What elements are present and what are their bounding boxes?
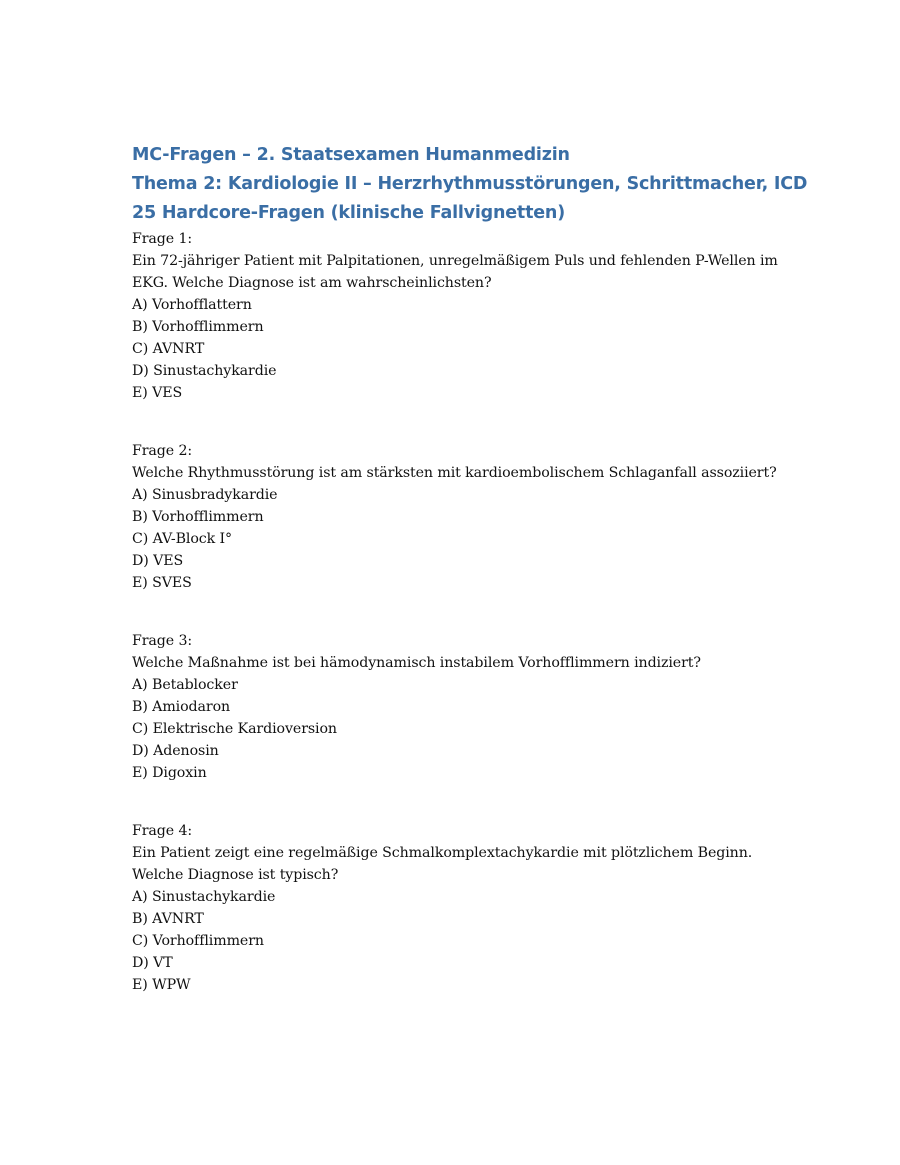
answer-option-e: E) Digoxin <box>132 765 207 781</box>
question-stem: Welche Maßnahme ist bei hämodynamisch instabilem Vorhofflimmern indiziert? <box>132 655 701 671</box>
question-label: Frage 4: <box>132 823 193 839</box>
answer-option-d: D) VT <box>132 955 173 971</box>
answer-options <box>132 294 792 404</box>
answer-options <box>132 886 792 996</box>
answer-option-a: A) Sinusbradykardie <box>132 487 278 503</box>
document-subtitle: 25 Hardcore-Fragen (klinische Fallvignetten) <box>132 203 565 223</box>
question-2 <box>132 440 792 594</box>
answer-options <box>132 484 792 594</box>
answer-option-b: B) Amiodaron <box>132 699 231 715</box>
answer-option-a: A) Vorhofflattern <box>132 297 252 313</box>
answer-option-d: D) VES <box>132 553 184 569</box>
question-label: Frage 3: <box>132 633 193 649</box>
answer-option-d: D) Adenosin <box>132 743 219 759</box>
question-stem: Ein 72-jähriger Patient mit Palpitationen, unregelmäßigem Puls und fehlenden P-Wellen im EKG. Welche Diagnose ist am wahrscheinlichsten? <box>132 253 778 291</box>
question-label: Frage 1: <box>132 231 193 247</box>
answer-option-a: A) Sinustachykardie <box>132 889 276 905</box>
answer-option-e: E) SVES <box>132 575 192 591</box>
document-content <box>132 141 808 996</box>
answer-option-c: C) Vorhofflimmern <box>132 933 264 949</box>
document-topic-heading: Thema 2: Kardiologie II – Herzrhythmusstörungen, Schrittmacher, ICD <box>132 174 808 194</box>
answer-option-e: E) WPW <box>132 977 191 993</box>
question-3 <box>132 630 792 784</box>
answer-option-c: C) AVNRT <box>132 341 205 357</box>
answer-option-c: C) Elektrische Kardioversion <box>132 721 337 737</box>
answer-option-b: B) AVNRT <box>132 911 204 927</box>
answer-option-b: B) Vorhofflimmern <box>132 509 264 525</box>
answer-option-a: A) Betablocker <box>132 677 238 693</box>
question-4 <box>132 820 792 996</box>
question-1 <box>132 228 792 404</box>
answer-option-b: B) Vorhofflimmern <box>132 319 264 335</box>
answer-options <box>132 674 792 784</box>
document-title: MC-Fragen – 2. Staatsexamen Humanmedizin <box>132 145 570 165</box>
answer-option-d: D) Sinustachykardie <box>132 363 277 379</box>
question-list <box>132 228 792 996</box>
question-stem: Ein Patient zeigt eine regelmäßige Schmalkomplextachykardie mit plötzlichem Beginn. Welche Diagnose ist typisch? <box>132 845 753 883</box>
answer-option-c: C) AV-Block I° <box>132 531 233 547</box>
answer-option-e: E) VES <box>132 385 183 401</box>
question-label: Frage 2: <box>132 443 193 459</box>
question-stem: Welche Rhythmusstörung ist am stärksten mit kardioembolischem Schlaganfall assoziiert? <box>132 465 777 481</box>
